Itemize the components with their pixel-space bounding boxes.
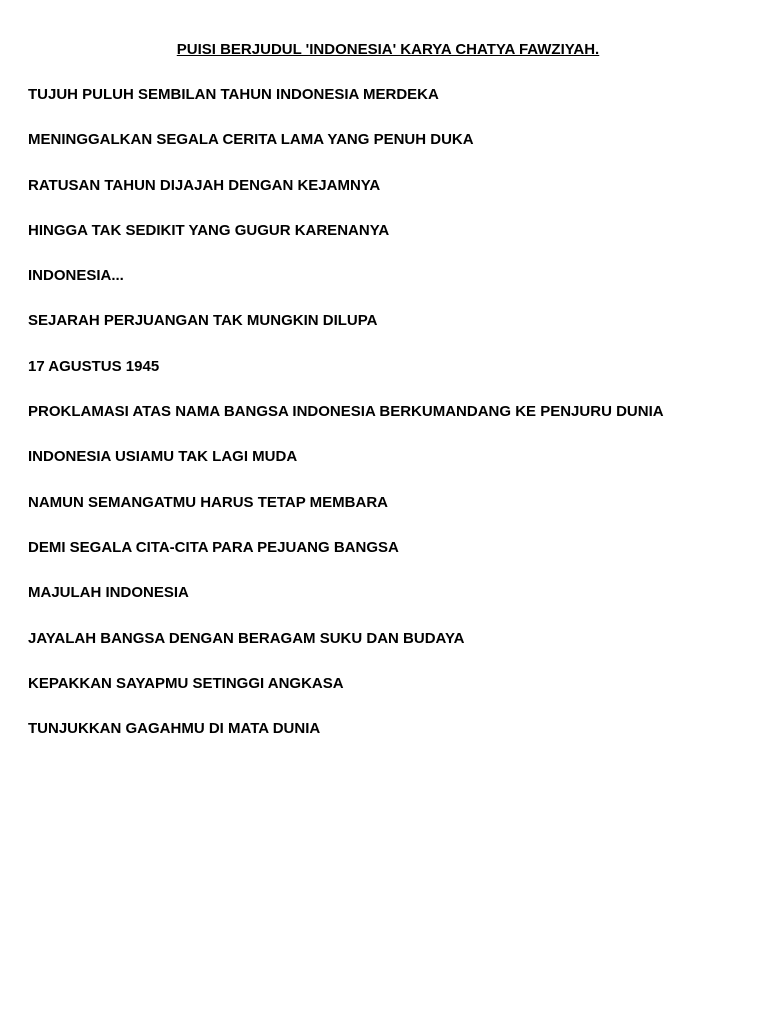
poem-line: SEJARAH PERJUANGAN TAK MUNGKIN DILUPA <box>28 312 378 330</box>
poem-line: DEMI SEGALA CITA-CITA PARA PEJUANG BANGSA <box>28 538 399 556</box>
poem-line: RATUSAN TAHUN DIJAJAH DENGAN KEJAMNYA <box>28 176 381 194</box>
poem-line: TUJUH PULUH SEMBILAN TAHUN INDONESIA MERDEKA <box>28 86 439 103</box>
poem-line: KEPAKKAN SAYAPMU SETINGGI ANGKASA <box>28 674 344 692</box>
poem-line: HINGGA TAK SEDIKIT YANG GUGUR KARENANYA <box>28 221 390 239</box>
poem-line: NAMUN SEMANGATMU HARUS TETAP MEMBARA <box>28 493 388 511</box>
poem-lines <box>28 86 664 765</box>
poem-line: PROKLAMASI ATAS NAMA BANGSA INDONESIA BERKUMANDANG KE PENJURU DUNIA <box>28 403 664 421</box>
poem-line: JAYALAH BANGSA DENGAN BERAGAM SUKU DAN BUDAYA <box>28 629 465 647</box>
poem-title: PUISI BERJUDUL 'INDONESIA' KARYA CHATYA FAWZIYAH. <box>176 41 600 58</box>
poem-line: TUNJUKKAN GAGAHMU DI MATA DUNIA <box>28 720 321 738</box>
poem-line: INDONESIA... <box>28 267 124 285</box>
poem-line: MAJULAH INDONESIA <box>28 584 189 602</box>
poem-line: INDONESIA USIAMU TAK LAGI MUDA <box>28 448 298 466</box>
poem-line: 17 AGUSTUS 1945 <box>28 357 160 375</box>
poem-line: MENINGGALKAN SEGALA CERITA LAMA YANG PENUH DUKA <box>28 131 474 149</box>
